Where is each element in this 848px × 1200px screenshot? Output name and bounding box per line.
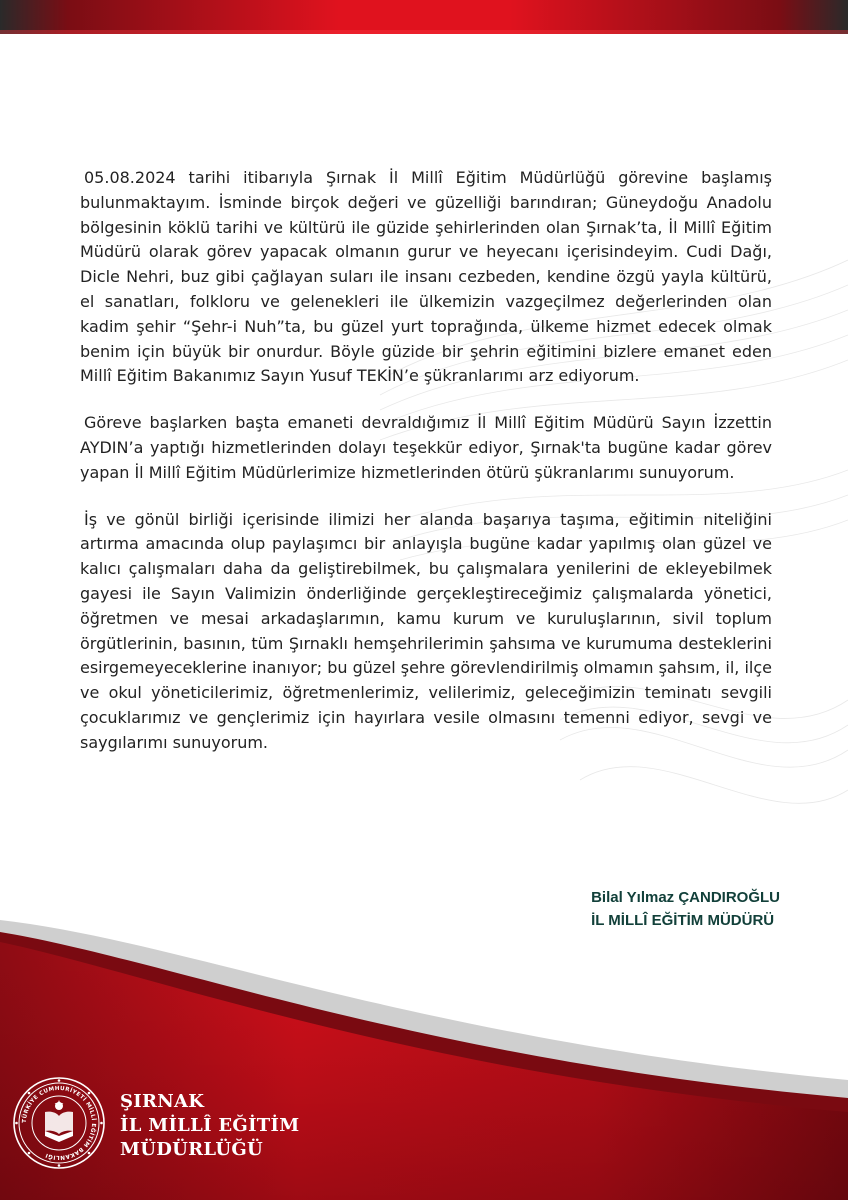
header-band	[0, 0, 848, 34]
signatory-title: İL MİLLÎ EĞİTİM MÜDÜRÜ	[591, 912, 775, 930]
paragraph-2: Göreve başlarken başta emaneti devraldığımız İl Millî Eğitim Müdürü Sayın İzzettin AYDIN’a yaptığı hizmetlerinden dolayı teşekkür ediyor, Şırnak'ta bugüne kadar görev yapan İl Millî Eğitim Müdürlerimize hizmetlerinden ötürü şükranlarımı sunuyorum.	[80, 413, 772, 482]
paragraph-1: 05.08.2024 tarihi itibarıyla Şırnak İl Millî Eğitim Müdürlüğü görevine başlamış bulunmaktayım. İsminde birçok değeri ve güzelliği barındıran; Güneydoğu Anadolu bölgesinin köklü tarihi ve kültürü ile güzide şehirlerinden olan Şırnak’ta, İl Millî Eğitim Müdürü olarak görev yapacak olmanın gurur ve heyecanı içerisindeyim. Cudi Dağı, Dicle Nehri, buz gibi çağlayan suları ile insanı cezbeden, kendine özgü yayla kültürü, el sanatları, folkloru ve gelenekleri ile ülkemizin vazgeçilmez değerlerinden olan kadim şehir “Şehr-i Nuh”ta, bu güzel yurt toprağında, ülkeme hizmet edecek olmak benim için büyük bir onurdur. Böyle güzide bir şehrin eğitimini bizlere emanet eden Millî Eğitim Bakanımız Sayın Yusuf TEKİN’e şükranlarımı arz ediyorum.	[80, 168, 772, 386]
logo-ring-text: TÜRKİYE CUMHURİYETİ MİLLÎ EĞİTİM BAKANLIĞI	[21, 1085, 97, 1161]
institution-line-2: İL MİLLÎ EĞİTİM	[120, 1114, 300, 1136]
paragraph-3: İş ve gönül birliği içerisinde ilimizi her alanda başarıya taşıma, eğitimin niteliğini artırma amacında olup paylaşımcı bir anlayışla bugüne kadar yapılmış olan güzel ve kalıcı çalışmaları daha da geliştirebilmek, bu çalışmalara yenilerini de ekleyebilmek gayesi ile Sayın Valimizin önderliğinde gerçekleştireceğimiz çalışmalarda yönetici, öğretmen ve mesai arkadaşlarımın, kamu kurum ve kuruluşlarının, sivil toplum örgütlerinin, basının, tüm Şırnaklı hemşehrilerimin şahsıma ve kurumuma desteklerini esirgemeyeceklerine inanıyor; bu güzel şehre görevlendirilmiş olmamın şahsım, il, ilçe ve okul yöneticilerimiz, öğretmenlerimiz, velilerimiz, geleceğimizin teminatı sevgili çocuklarımız ve gençlerimiz için hayırlara vesile olmasını temenni ediyor, sevgi ve saygılarımı sunuyorum.	[80, 509, 772, 752]
ministry-emblem-logo	[12, 1076, 106, 1170]
institution-name	[120, 1090, 299, 1161]
institution-line-3: MÜDÜRLÜĞÜ	[120, 1138, 264, 1160]
signatory-name: Bilal Yılmaz ÇANDIROĞLU	[591, 889, 780, 906]
letter-body	[80, 166, 772, 756]
institution-line-1: ŞIRNAK	[120, 1091, 205, 1112]
